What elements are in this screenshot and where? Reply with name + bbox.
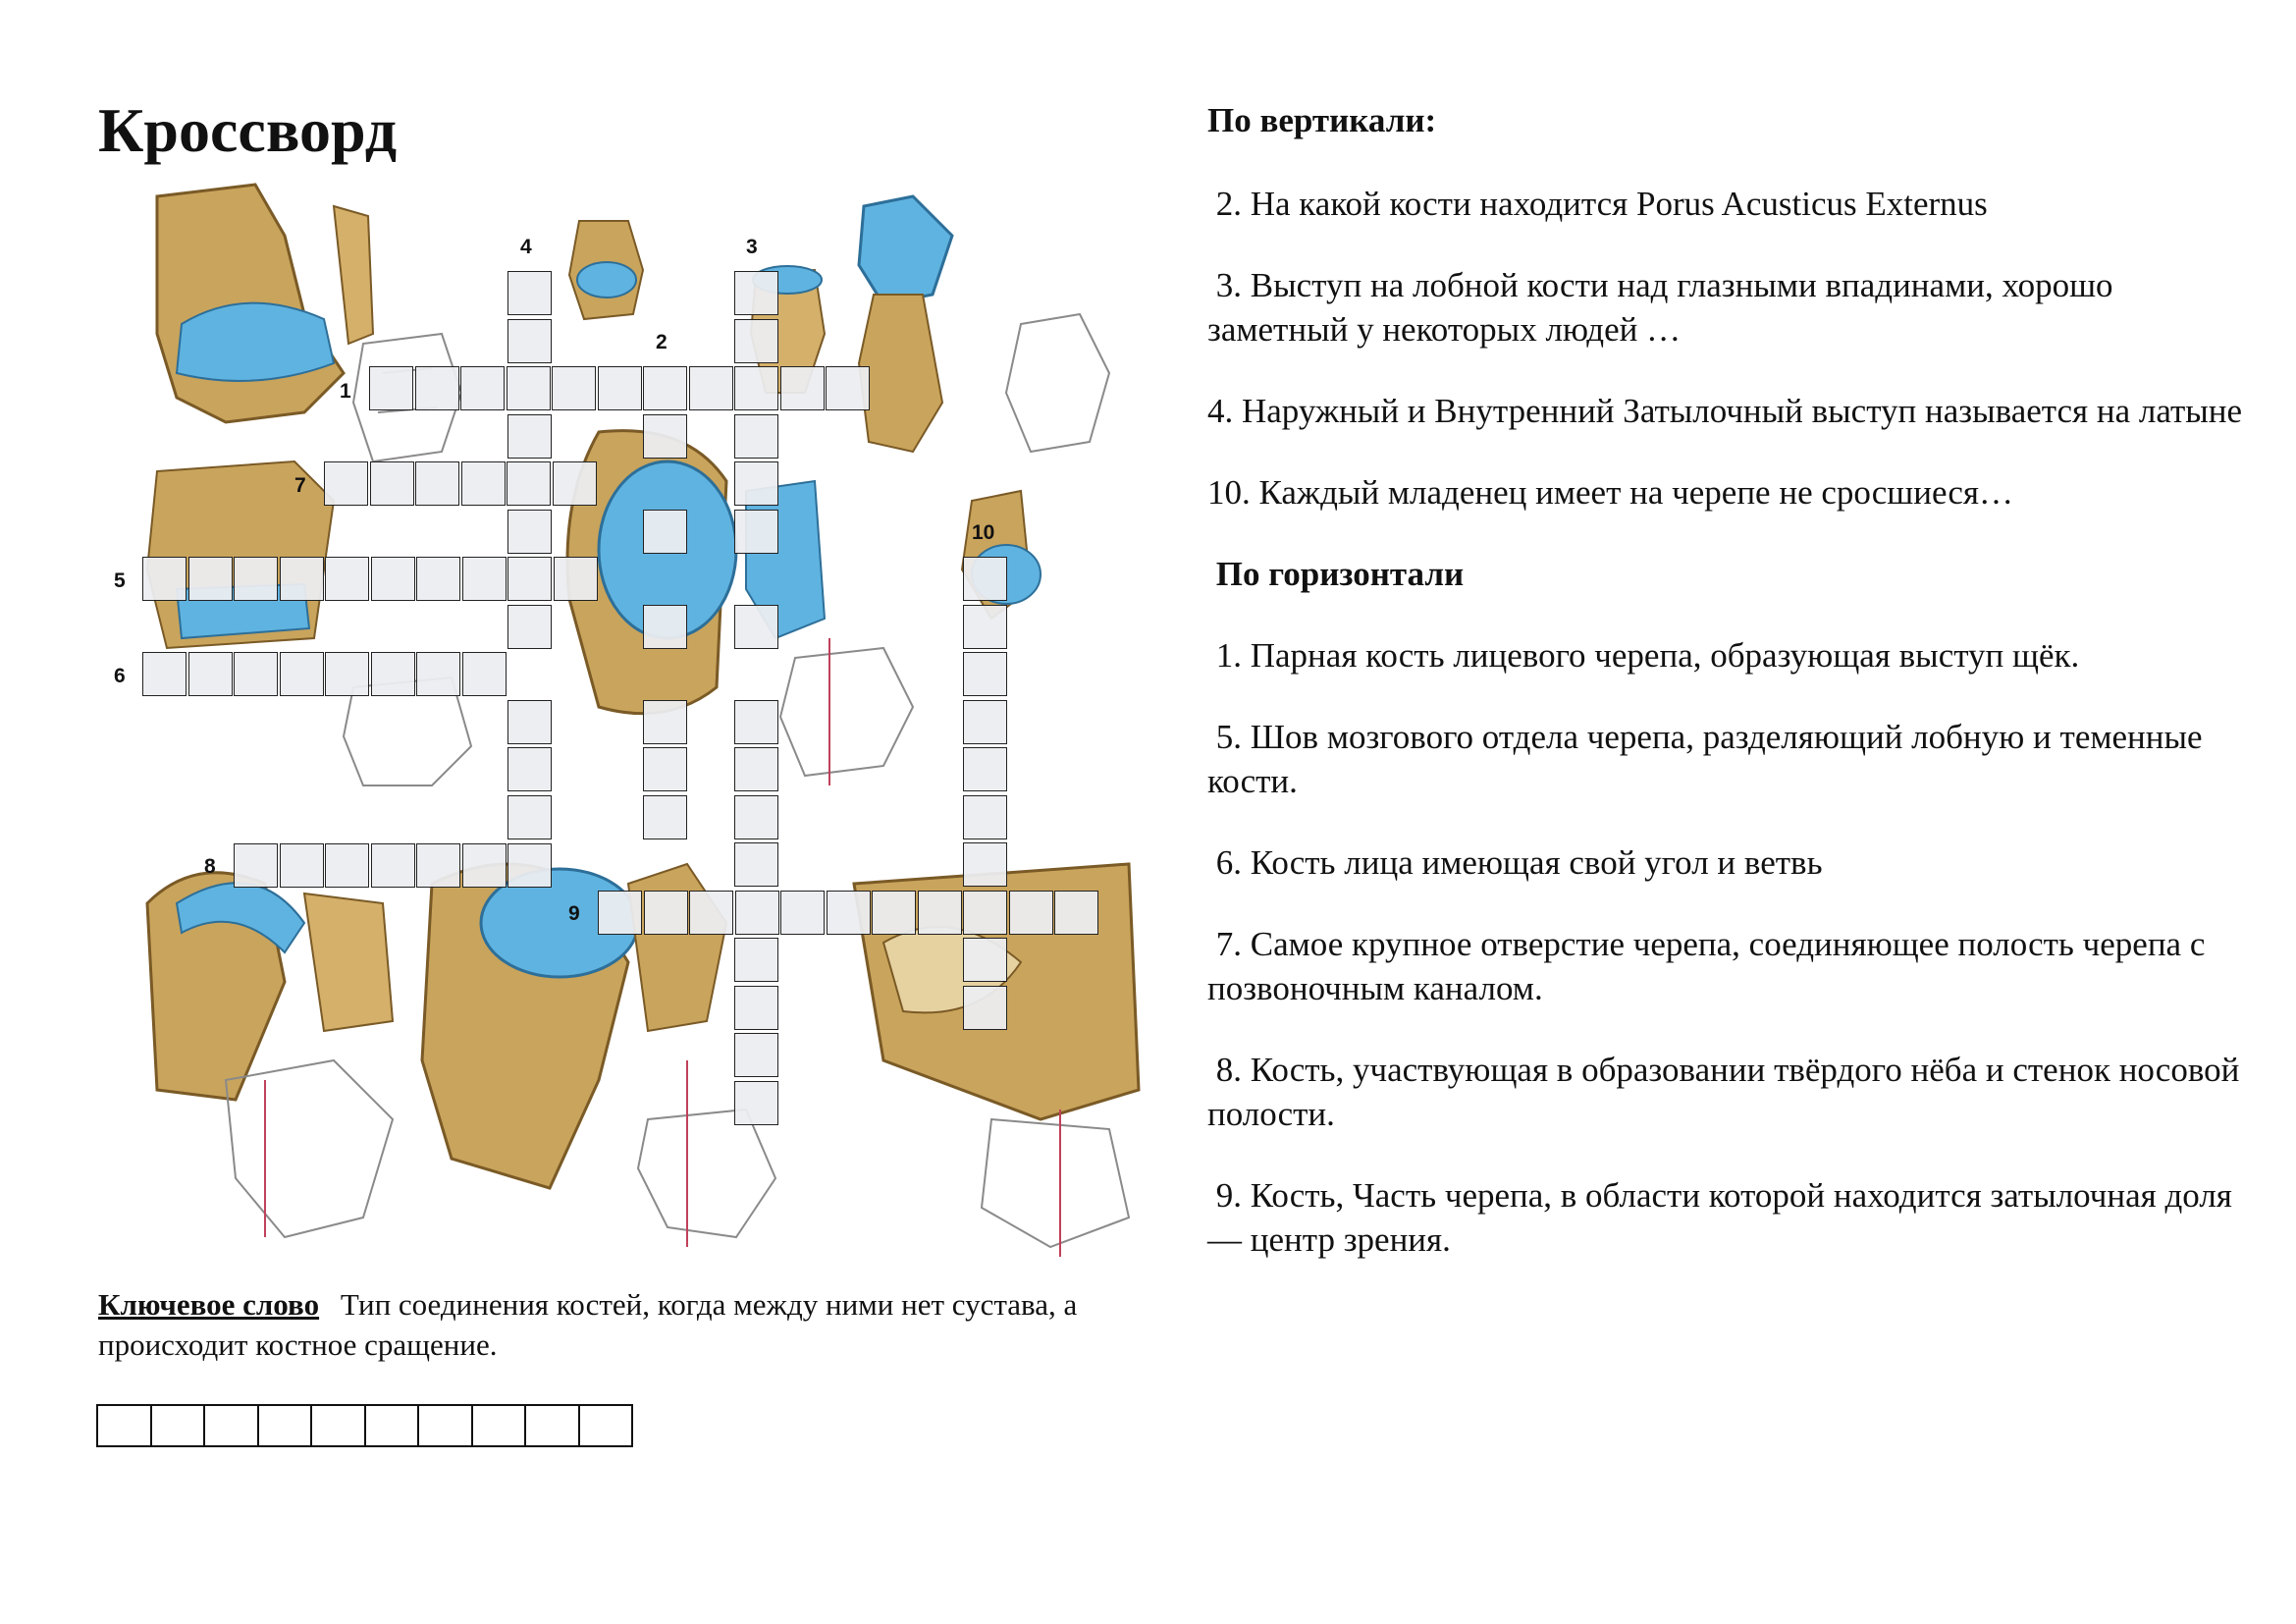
crossword-cell[interactable] bbox=[734, 461, 778, 506]
crossword-cell[interactable] bbox=[416, 652, 460, 696]
clue-number-1: 1 bbox=[340, 380, 351, 403]
crossword-cell[interactable] bbox=[598, 891, 642, 935]
crossword-cell[interactable] bbox=[460, 366, 505, 410]
crossword-cell[interactable] bbox=[371, 652, 415, 696]
clue-number-5: 5 bbox=[114, 569, 126, 592]
crossword-cell[interactable] bbox=[780, 366, 825, 410]
crossword-cell[interactable] bbox=[734, 795, 778, 839]
crossword-cell[interactable] bbox=[325, 652, 369, 696]
crossword-cell[interactable] bbox=[780, 891, 825, 935]
keyword-box[interactable] bbox=[310, 1404, 366, 1447]
crossword-cell[interactable] bbox=[734, 1081, 778, 1125]
crossword-cell[interactable] bbox=[324, 461, 368, 506]
crossword-cell[interactable] bbox=[415, 366, 459, 410]
crossword-cell[interactable] bbox=[371, 843, 415, 888]
crossword-cell[interactable] bbox=[643, 700, 687, 744]
crossword-cell[interactable] bbox=[827, 891, 871, 935]
horizontal-heading: По горизонтали bbox=[1207, 555, 1465, 593]
clue-vertical-3: 3. Выступ на лобной кости над глазными впадинами, хорошо заметный у некоторых людей … bbox=[1207, 266, 2122, 349]
clue-number-2: 2 bbox=[656, 331, 667, 353]
crossword-cell[interactable] bbox=[734, 605, 778, 649]
crossword-cell[interactable] bbox=[280, 652, 324, 696]
clue-horizontal-7: 7. Самое крупное отверстие черепа, соединяющее полость черепа с позвоночным каналом. bbox=[1207, 925, 2215, 1007]
crossword-cell[interactable] bbox=[234, 652, 278, 696]
crossword-cell[interactable] bbox=[188, 557, 233, 601]
crossword-cell[interactable] bbox=[734, 271, 778, 315]
crossword-cell[interactable] bbox=[462, 652, 507, 696]
crossword-cell[interactable] bbox=[507, 557, 552, 601]
keyword-box[interactable] bbox=[257, 1404, 313, 1447]
crossword-cell[interactable] bbox=[734, 414, 778, 459]
crossword-cell[interactable] bbox=[507, 795, 552, 839]
crossword-cell[interactable] bbox=[963, 938, 1007, 982]
crossword-cell[interactable] bbox=[643, 795, 687, 839]
crossword-cell[interactable] bbox=[734, 842, 778, 887]
clue-horizontal-6: 6. Кость лица имеющая свой угол и ветвь bbox=[1207, 843, 1823, 882]
crossword-cell[interactable] bbox=[643, 510, 687, 554]
keyword-section bbox=[98, 1284, 1080, 1365]
keyword-box[interactable] bbox=[524, 1404, 580, 1447]
crossword-cell[interactable] bbox=[963, 652, 1007, 696]
crossword-cell[interactable] bbox=[507, 700, 552, 744]
shoulder-joint-image bbox=[147, 873, 393, 1100]
clue-number-4: 4 bbox=[520, 236, 532, 258]
crossword-cell[interactable] bbox=[552, 366, 596, 410]
crossword-cell[interactable] bbox=[325, 557, 369, 601]
keyword-box[interactable] bbox=[203, 1404, 259, 1447]
crossword-cell[interactable] bbox=[963, 795, 1007, 839]
clue-number-9: 9 bbox=[568, 902, 580, 925]
crossword-cell[interactable] bbox=[507, 271, 552, 315]
crossword-cell[interactable] bbox=[1009, 891, 1053, 935]
crossword-cell[interactable] bbox=[734, 938, 778, 982]
crossword-cell[interactable] bbox=[280, 557, 324, 601]
clue-vertical-4: 4. Наружный и Внутренний Затылочный выступ называется на латыне bbox=[1207, 392, 2243, 430]
crossword-cell[interactable] bbox=[142, 557, 187, 601]
page-title: Кроссворд bbox=[98, 95, 398, 165]
knee-small-image bbox=[569, 221, 643, 319]
crossword-cell[interactable] bbox=[918, 891, 962, 935]
keyword-label: Ключевое слово bbox=[98, 1287, 320, 1322]
crossword-cell[interactable] bbox=[735, 891, 779, 935]
crossword-cell[interactable] bbox=[643, 605, 687, 649]
crossword-cell[interactable] bbox=[507, 843, 552, 888]
clue-horizontal-9: 9. Кость, Часть черепа, в области которой находится затылочная доля — центр зрения. bbox=[1207, 1176, 2241, 1259]
clue-horizontal-5: 5. Шов мозгового отдела черепа, разделяющий лобную и теменные кости. bbox=[1207, 718, 2212, 800]
crossword-cell[interactable] bbox=[598, 366, 642, 410]
keyword-box[interactable] bbox=[364, 1404, 420, 1447]
crossword-cell[interactable] bbox=[280, 843, 324, 888]
crossword-cell[interactable] bbox=[370, 461, 414, 506]
crossword-cell[interactable] bbox=[689, 891, 733, 935]
clue-number-10: 10 bbox=[972, 521, 995, 544]
crossword-cell[interactable] bbox=[507, 461, 551, 506]
keyword-box[interactable] bbox=[578, 1404, 634, 1447]
crossword-cell[interactable] bbox=[643, 747, 687, 791]
crossword-cell[interactable] bbox=[462, 843, 507, 888]
vertical-heading: По вертикали: bbox=[1207, 101, 1437, 139]
keyword-box[interactable] bbox=[150, 1404, 206, 1447]
keyword-box[interactable] bbox=[471, 1404, 527, 1447]
crossword-cell[interactable] bbox=[234, 557, 278, 601]
crossword-cell[interactable] bbox=[734, 510, 778, 554]
crossword-cell[interactable] bbox=[371, 557, 415, 601]
clue-horizontal-1: 1. Парная кость лицевого черепа, образующая выступ щёк. bbox=[1207, 636, 2080, 675]
clue-number-7: 7 bbox=[294, 474, 306, 497]
clue-number-8: 8 bbox=[204, 855, 216, 878]
clue-vertical-10: 10. Каждый младенец имеет на черепе не сросшиеся… bbox=[1207, 473, 2014, 512]
crossword-cell[interactable] bbox=[734, 700, 778, 744]
clue-number-6: 6 bbox=[114, 665, 126, 687]
crossword-cell[interactable] bbox=[415, 461, 459, 506]
crossword-cell[interactable] bbox=[507, 605, 552, 649]
crossword-cell[interactable] bbox=[325, 843, 369, 888]
crossword-cell[interactable] bbox=[963, 986, 1007, 1030]
crossword-cell[interactable] bbox=[734, 366, 778, 410]
crossword-cell[interactable] bbox=[416, 843, 460, 888]
clue-horizontal-8: 8. Кость, участвующая в образовании твёрдого нёба и стенок носовой полости. bbox=[1207, 1051, 2249, 1133]
keyword-box[interactable] bbox=[96, 1404, 152, 1447]
crossword-cell[interactable] bbox=[963, 605, 1007, 649]
crossword-cell[interactable] bbox=[188, 652, 233, 696]
crossword-cell[interactable] bbox=[644, 891, 688, 935]
crossword-cell[interactable] bbox=[142, 652, 187, 696]
hip-socket-image bbox=[751, 196, 952, 452]
crossword-cell[interactable] bbox=[234, 843, 278, 888]
crossword-cell[interactable] bbox=[734, 747, 778, 791]
crossword-cell[interactable] bbox=[507, 747, 552, 791]
knee-joint-image bbox=[567, 431, 825, 714]
crossword-cell[interactable] bbox=[963, 700, 1007, 744]
crossword-cell[interactable] bbox=[462, 557, 507, 601]
crossword-cell[interactable] bbox=[461, 461, 506, 506]
crossword-cell[interactable] bbox=[416, 557, 460, 601]
crossword-cell[interactable] bbox=[369, 366, 413, 410]
crossword-cell[interactable] bbox=[553, 461, 597, 506]
crossword-cell[interactable] bbox=[963, 747, 1007, 791]
clue-vertical-2: 2. На какой кости находится Porus Acusticus Externus bbox=[1207, 185, 1988, 223]
crossword-cell[interactable] bbox=[872, 891, 916, 935]
crossword-cell[interactable] bbox=[507, 366, 551, 410]
hand-bones-image bbox=[147, 461, 334, 648]
crossword-cell[interactable] bbox=[507, 319, 552, 363]
crossword-cell[interactable] bbox=[689, 366, 733, 410]
clues-column bbox=[1207, 98, 2248, 1262]
keyword-description: Тип соединения костей, когда между ними нет сустава, а происходит костное сращение. bbox=[98, 1287, 1078, 1362]
crossword-cell[interactable] bbox=[1054, 891, 1098, 935]
crossword-cell[interactable] bbox=[734, 986, 778, 1030]
crossword-cell[interactable] bbox=[963, 557, 1007, 601]
crossword-cell[interactable] bbox=[963, 891, 1007, 935]
crossword-cell[interactable] bbox=[507, 510, 552, 554]
keyword-box[interactable] bbox=[417, 1404, 473, 1447]
crossword-cell[interactable] bbox=[963, 842, 1007, 887]
crossword-cell[interactable] bbox=[643, 414, 687, 459]
crossword-cell[interactable] bbox=[734, 1033, 778, 1077]
ankle-joint-image bbox=[157, 185, 373, 422]
keyword-answer-boxes bbox=[98, 1404, 633, 1447]
crossword-cell[interactable] bbox=[734, 319, 778, 363]
crossword-cell[interactable] bbox=[826, 366, 870, 410]
crossword-cell[interactable] bbox=[554, 557, 598, 601]
crossword-cell[interactable] bbox=[507, 414, 552, 459]
clue-number-3: 3 bbox=[746, 236, 758, 258]
crossword-cell[interactable] bbox=[643, 366, 687, 410]
